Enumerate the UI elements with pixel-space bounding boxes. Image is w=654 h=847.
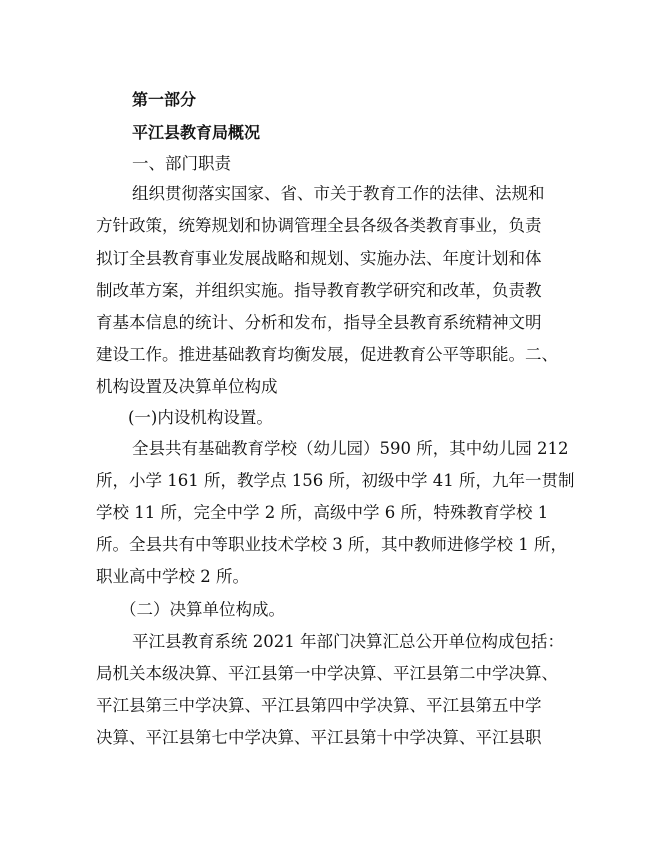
paragraph-line: 全县共有基础教育学校（幼儿园）590 所，其中幼儿园 212 bbox=[132, 439, 569, 458]
paragraph-line: 拟订全县教育事业发展战略和规划、实施办法、年度计划和体 bbox=[96, 249, 542, 268]
part-label: 第一部分 bbox=[132, 90, 197, 109]
subsection-title: （二）决算单位构成。 bbox=[120, 600, 285, 619]
paragraph-line: 机构设置及决算单位构成 bbox=[96, 377, 278, 396]
paragraph-line: 平江县教育系统 2021 年部门决算汇总公开单位构成包括： bbox=[132, 632, 564, 651]
paragraph-line: 所，小学 161 所，教学点 156 所，初级中学 41 所，九年一贯制 bbox=[96, 471, 575, 490]
paragraph-line: 决算、平江县第七中学决算、平江县第十中学决算、平江县职 bbox=[96, 728, 542, 747]
section-title: 一、部门职责 bbox=[132, 154, 231, 173]
paragraph-line: 所。全县共有中等职业技术学校 3 所，其中教师进修学校 1 所， bbox=[96, 535, 567, 554]
paragraph-line: 建设工作。推进基础教育均衡发展，促进教育公平等职能。二、 bbox=[96, 345, 558, 364]
paragraph-line: 局机关本级决算、平江县第一中学决算、平江县第二中学决算、 bbox=[96, 664, 558, 683]
paragraph-line: 制改革方案，并组织实施。指导教育教学研究和改革，负责教 bbox=[96, 281, 542, 300]
paragraph-line: 组织贯彻落实国家、省、市关于教育工作的法律、法规和 bbox=[132, 184, 545, 203]
paragraph-line: 学校 11 所，完全中学 2 所，高级中学 6 所，特殊教育学校 1 bbox=[96, 503, 549, 522]
page-heading: 平江县教育局概况 bbox=[132, 123, 261, 142]
subsection-title: (一)内设机构设置。 bbox=[128, 408, 273, 427]
paragraph-line: 方针政策，统筹规划和协调管理全县各级各类教育事业，负责 bbox=[96, 216, 542, 235]
paragraph-line: 职业高中学校 2 所。 bbox=[96, 567, 249, 586]
paragraph-line: 平江县第三中学决算、平江县第四中学决算、平江县第五中学 bbox=[96, 696, 542, 715]
paragraph-line: 育基本信息的统计、分析和发布，指导全县教育系统精神文明 bbox=[96, 313, 542, 332]
